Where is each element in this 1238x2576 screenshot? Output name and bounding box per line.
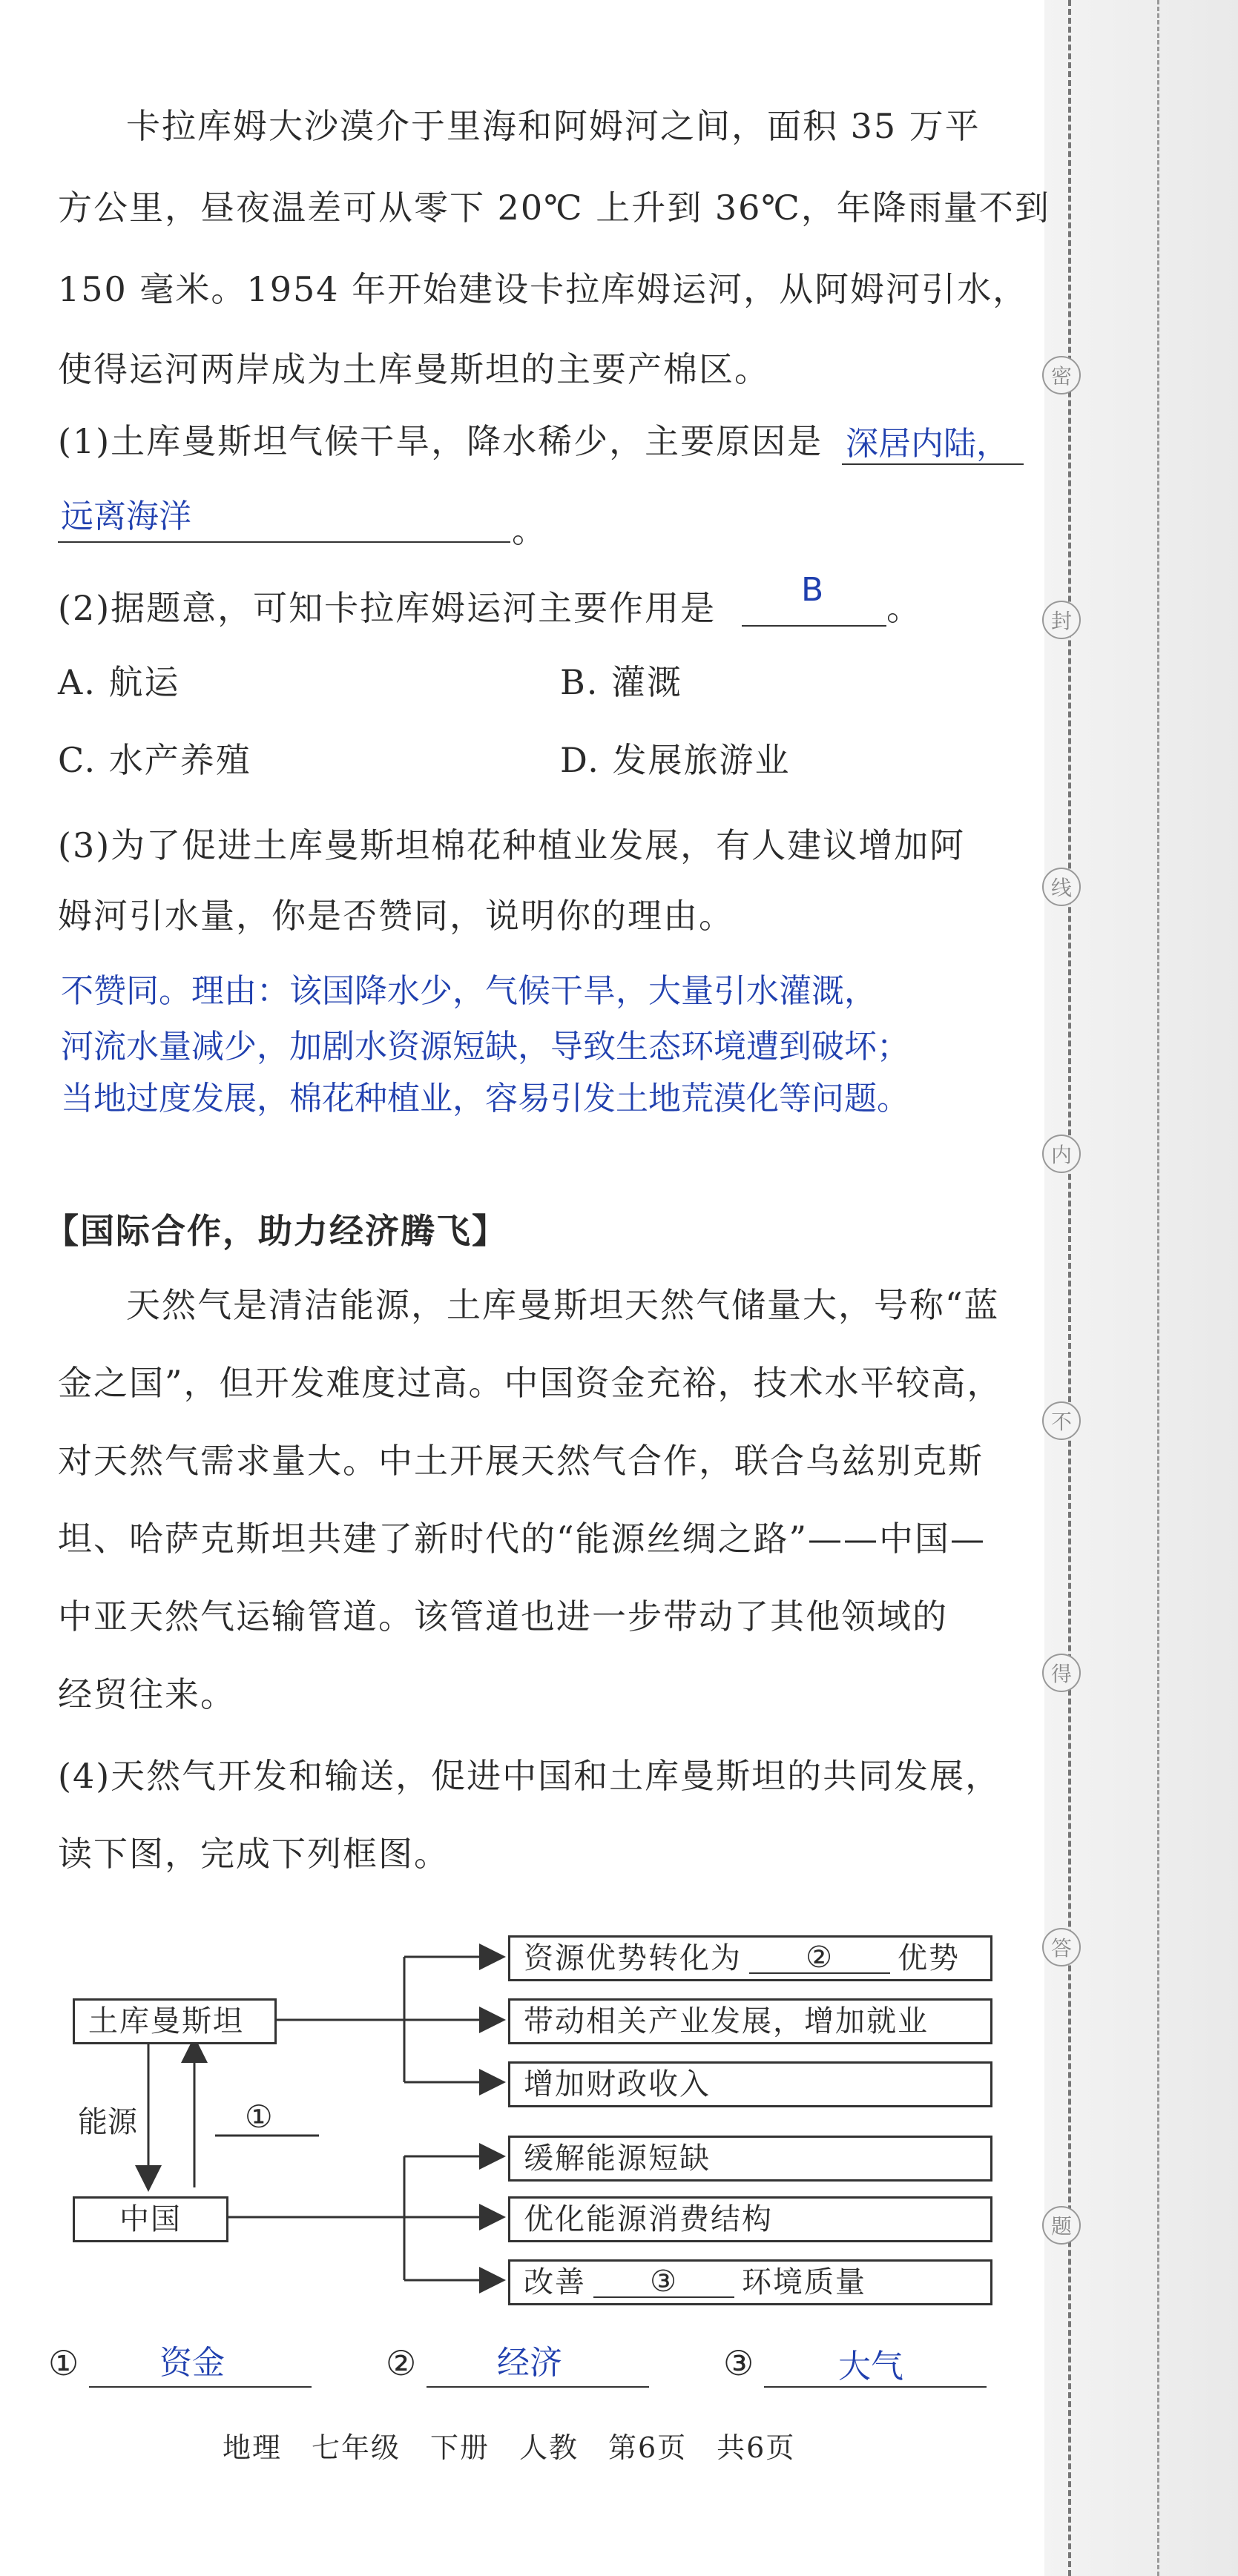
q1-answer-b: 远离海洋 xyxy=(61,498,191,535)
effect-box: 缓解能源短缺 xyxy=(508,2136,992,2182)
section-line: 中亚天然气运输管道。该管道也进一步带动了其他领域的 xyxy=(58,1596,948,1637)
answer-num: ① xyxy=(48,2343,79,2383)
section-line: 天然气是清洁能源，土库曼斯坦天然气储量大，号称“蓝 xyxy=(126,1285,1000,1325)
q1-prompt: (1)土库曼斯坦气候干旱，降水稀少，主要原因是 xyxy=(58,421,823,461)
q1-suffix: 。 xyxy=(512,510,547,550)
answer-num: ③ xyxy=(723,2343,754,2383)
answer-blank xyxy=(89,2386,312,2388)
arrow-label-blank: ① xyxy=(245,2098,273,2135)
q3-answer-line: 不赞同。理由：该国降水少，气候干旱，大量引水灌溉， xyxy=(61,972,877,1010)
answer-value: 经济 xyxy=(497,2344,562,2382)
q2-option: B. 灌溉 xyxy=(560,662,683,702)
margin-seal: 得 xyxy=(1042,1654,1081,1692)
intro-line: 使得运河两岸成为土库曼斯坦的主要产棉区。 xyxy=(58,349,770,389)
section-line: 经贸往来。 xyxy=(58,1674,236,1714)
answer-value: 资金 xyxy=(159,2344,225,2382)
q3-prompt: (3)为了促进土库曼斯坦棉花种植业发展，有人建议增加阿 xyxy=(58,825,966,865)
effect-box: 优化能源消费结构 xyxy=(508,2196,992,2242)
margin-seal: 密 xyxy=(1042,356,1081,394)
effect-box: 改善 ③ 环境质量 xyxy=(508,2259,992,2305)
q4-prompt: (4)天然气开发和输送，促进中国和土库曼斯坦的共同发展， xyxy=(58,1756,1001,1796)
blank-2: ② xyxy=(749,1943,890,1974)
margin-seal: 答 xyxy=(1042,1928,1081,1966)
q2-option: A. 航运 xyxy=(58,662,180,702)
answer-value: 大气 xyxy=(838,2348,903,2385)
q2-option: D. 发展旅游业 xyxy=(560,740,791,780)
q2-answer: B xyxy=(801,571,824,609)
node-turkmenistan: 土库曼斯坦 xyxy=(73,1998,277,2044)
margin-seal: 封 xyxy=(1042,601,1081,639)
q1-answer-a: 深居内陆， xyxy=(846,425,1009,463)
effect-box: 增加财政收入 xyxy=(508,2061,992,2107)
q3-answer-line: 当地过度发展，棉花种植业，容易引发土地荒漠化等问题。 xyxy=(61,1080,909,1117)
answer-blank xyxy=(427,2386,649,2388)
margin-seal: 题 xyxy=(1042,2206,1081,2245)
effect-box: 带动相关产业发展，增加就业 xyxy=(508,1998,992,2044)
q2-prompt: (2)据题意，可知卡拉库姆运河主要作用是 xyxy=(58,588,717,628)
blank-3: ③ xyxy=(593,2267,734,2298)
margin-seal: 不 xyxy=(1042,1401,1081,1440)
q2-option: C. 水产养殖 xyxy=(58,740,251,780)
arrow-label-energy: 能源 xyxy=(78,2105,137,2139)
section-line: 对天然气需求量大。中土开展天然气合作，联合乌兹别克斯 xyxy=(58,1441,984,1481)
section-title: 【国际合作，助力经济腾飞】 xyxy=(45,1211,507,1251)
effect-box: 资源优势转化为 ② 优势 xyxy=(508,1935,992,1981)
section-line: 金之国”，但开发难度过高。中国资金充裕，技术水平较高， xyxy=(58,1363,1003,1403)
answer-num: ② xyxy=(386,2343,417,2383)
q2-suffix: 。 xyxy=(886,588,922,628)
section-line: 坦、哈萨克斯坦共建了新时代的“能源丝绸之路”——中国— xyxy=(58,1519,987,1559)
margin-seal: 线 xyxy=(1042,868,1081,906)
q3-answer-line: 河流水量减少，加剧水资源短缺，导致生态环境遭到破坏； xyxy=(61,1028,909,1066)
intro-line: 150 毫米。1954 年开始建设卡拉库姆运河，从阿姆河引水， xyxy=(58,269,1029,309)
intro-line: 方公里，昼夜温差可从零下 20℃ 上升到 36℃，年降雨量不到 xyxy=(58,188,1050,228)
intro-line: 卡拉库姆大沙漠介于里海和阿姆河之间，面积 35 万平 xyxy=(126,106,981,146)
q3-prompt: 姆河引水量，你是否赞同，说明你的理由。 xyxy=(58,896,734,936)
page-footer: 地理 七年级 下册 人教 第6页 共6页 xyxy=(223,2431,796,2464)
q4-prompt: 读下图，完成下列框图。 xyxy=(58,1834,450,1874)
margin-seal: 内 xyxy=(1042,1135,1081,1173)
node-china: 中国 xyxy=(73,2196,228,2242)
